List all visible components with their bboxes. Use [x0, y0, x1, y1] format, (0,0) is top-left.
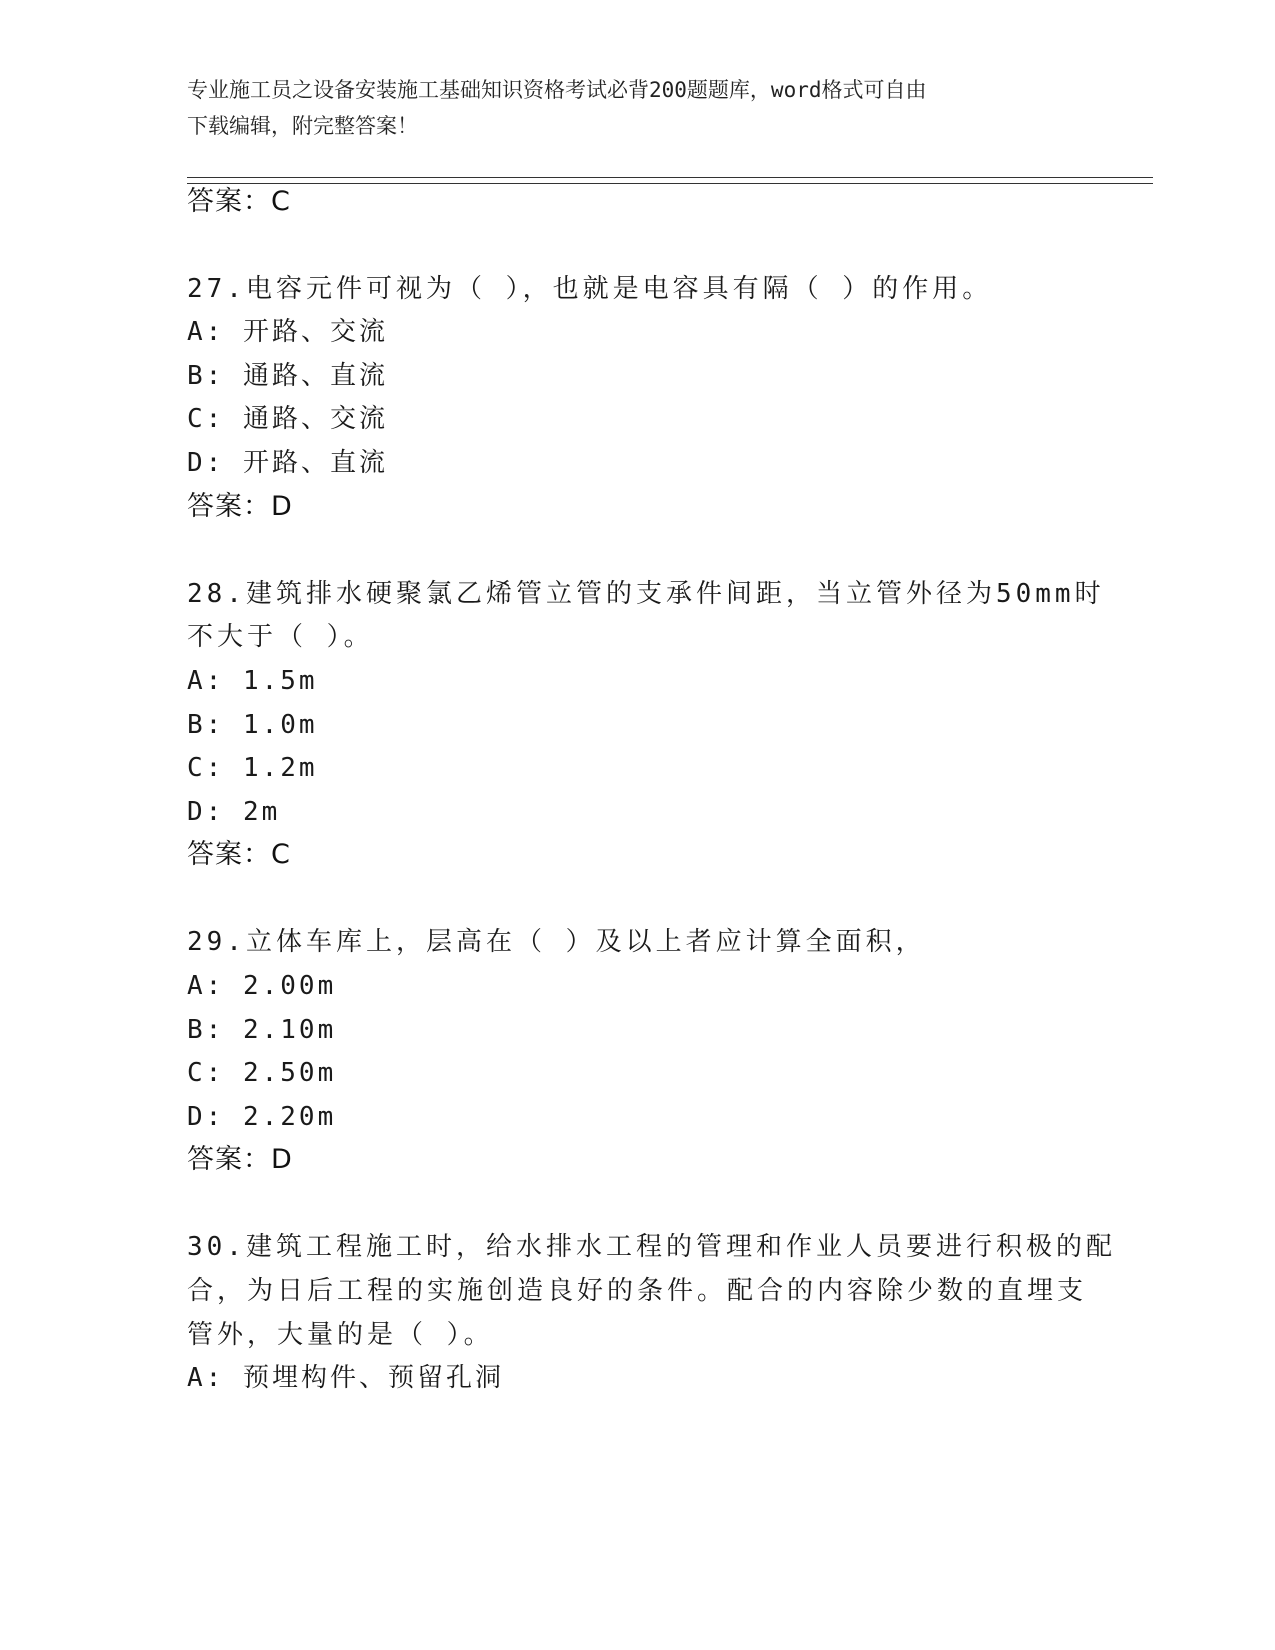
header-divider-bottom: [187, 183, 1153, 184]
question-29-option-d: D: 2.20m: [187, 1102, 337, 1132]
question-28-option-c: C: 1.2m: [187, 753, 318, 783]
question-30-text-line-2: 合，为日后工程的实施创造良好的条件。配合的内容除少数的直埋支: [187, 1276, 1088, 1306]
document-header: [187, 72, 1087, 144]
question-30-text-line-3: 管外，大量的是（ ）。: [187, 1320, 494, 1350]
question-27-option-d: D: 开路、直流: [187, 448, 388, 478]
question-29-option-a: A: 2.00m: [187, 971, 337, 1001]
question-28-text-line-1: 28.建筑排水硬聚氯乙烯管立管的支承件间距，当立管外径为50mm时: [187, 579, 1105, 609]
question-28-option-a: A: 1.5m: [187, 666, 318, 696]
answer-27: 答案：D: [187, 491, 293, 522]
header-line-1: 专业施工员之设备安装施工基础知识资格考试必背200题题库，word格式可自由: [187, 78, 927, 102]
question-30-text-line-1: 30.建筑工程施工时，给水排水工程的管理和作业人员要进行积极的配: [187, 1232, 1116, 1262]
answer-28: 答案：C: [187, 839, 291, 870]
question-29-text: 29.立体车库上，层高在（ ）及以上者应计算全面积，: [187, 927, 926, 957]
question-29-option-b: B: 2.10m: [187, 1015, 337, 1045]
question-27-text: 27.电容元件可视为（ ），也就是电容具有隔（ ）的作用。: [187, 274, 993, 304]
question-27-option-c: C: 通路、交流: [187, 404, 388, 434]
answer-29: 答案：D: [187, 1144, 293, 1175]
header-divider-top: [187, 177, 1153, 178]
header-line-2: 下载编辑，附完整答案！: [187, 114, 418, 138]
question-28-option-b: B: 1.0m: [187, 710, 318, 740]
question-28-text-line-2: 不大于（ ）。: [187, 622, 374, 652]
question-27-option-a: A: 开路、交流: [187, 317, 388, 347]
question-27-option-b: B: 通路、直流: [187, 361, 388, 391]
question-30-option-a: A: 预埋构件、预留孔洞: [187, 1363, 504, 1393]
question-29-option-c: C: 2.50m: [187, 1058, 337, 1088]
answer-26: 答案：C: [187, 186, 291, 217]
question-28-option-d: D: 2m: [187, 797, 281, 827]
